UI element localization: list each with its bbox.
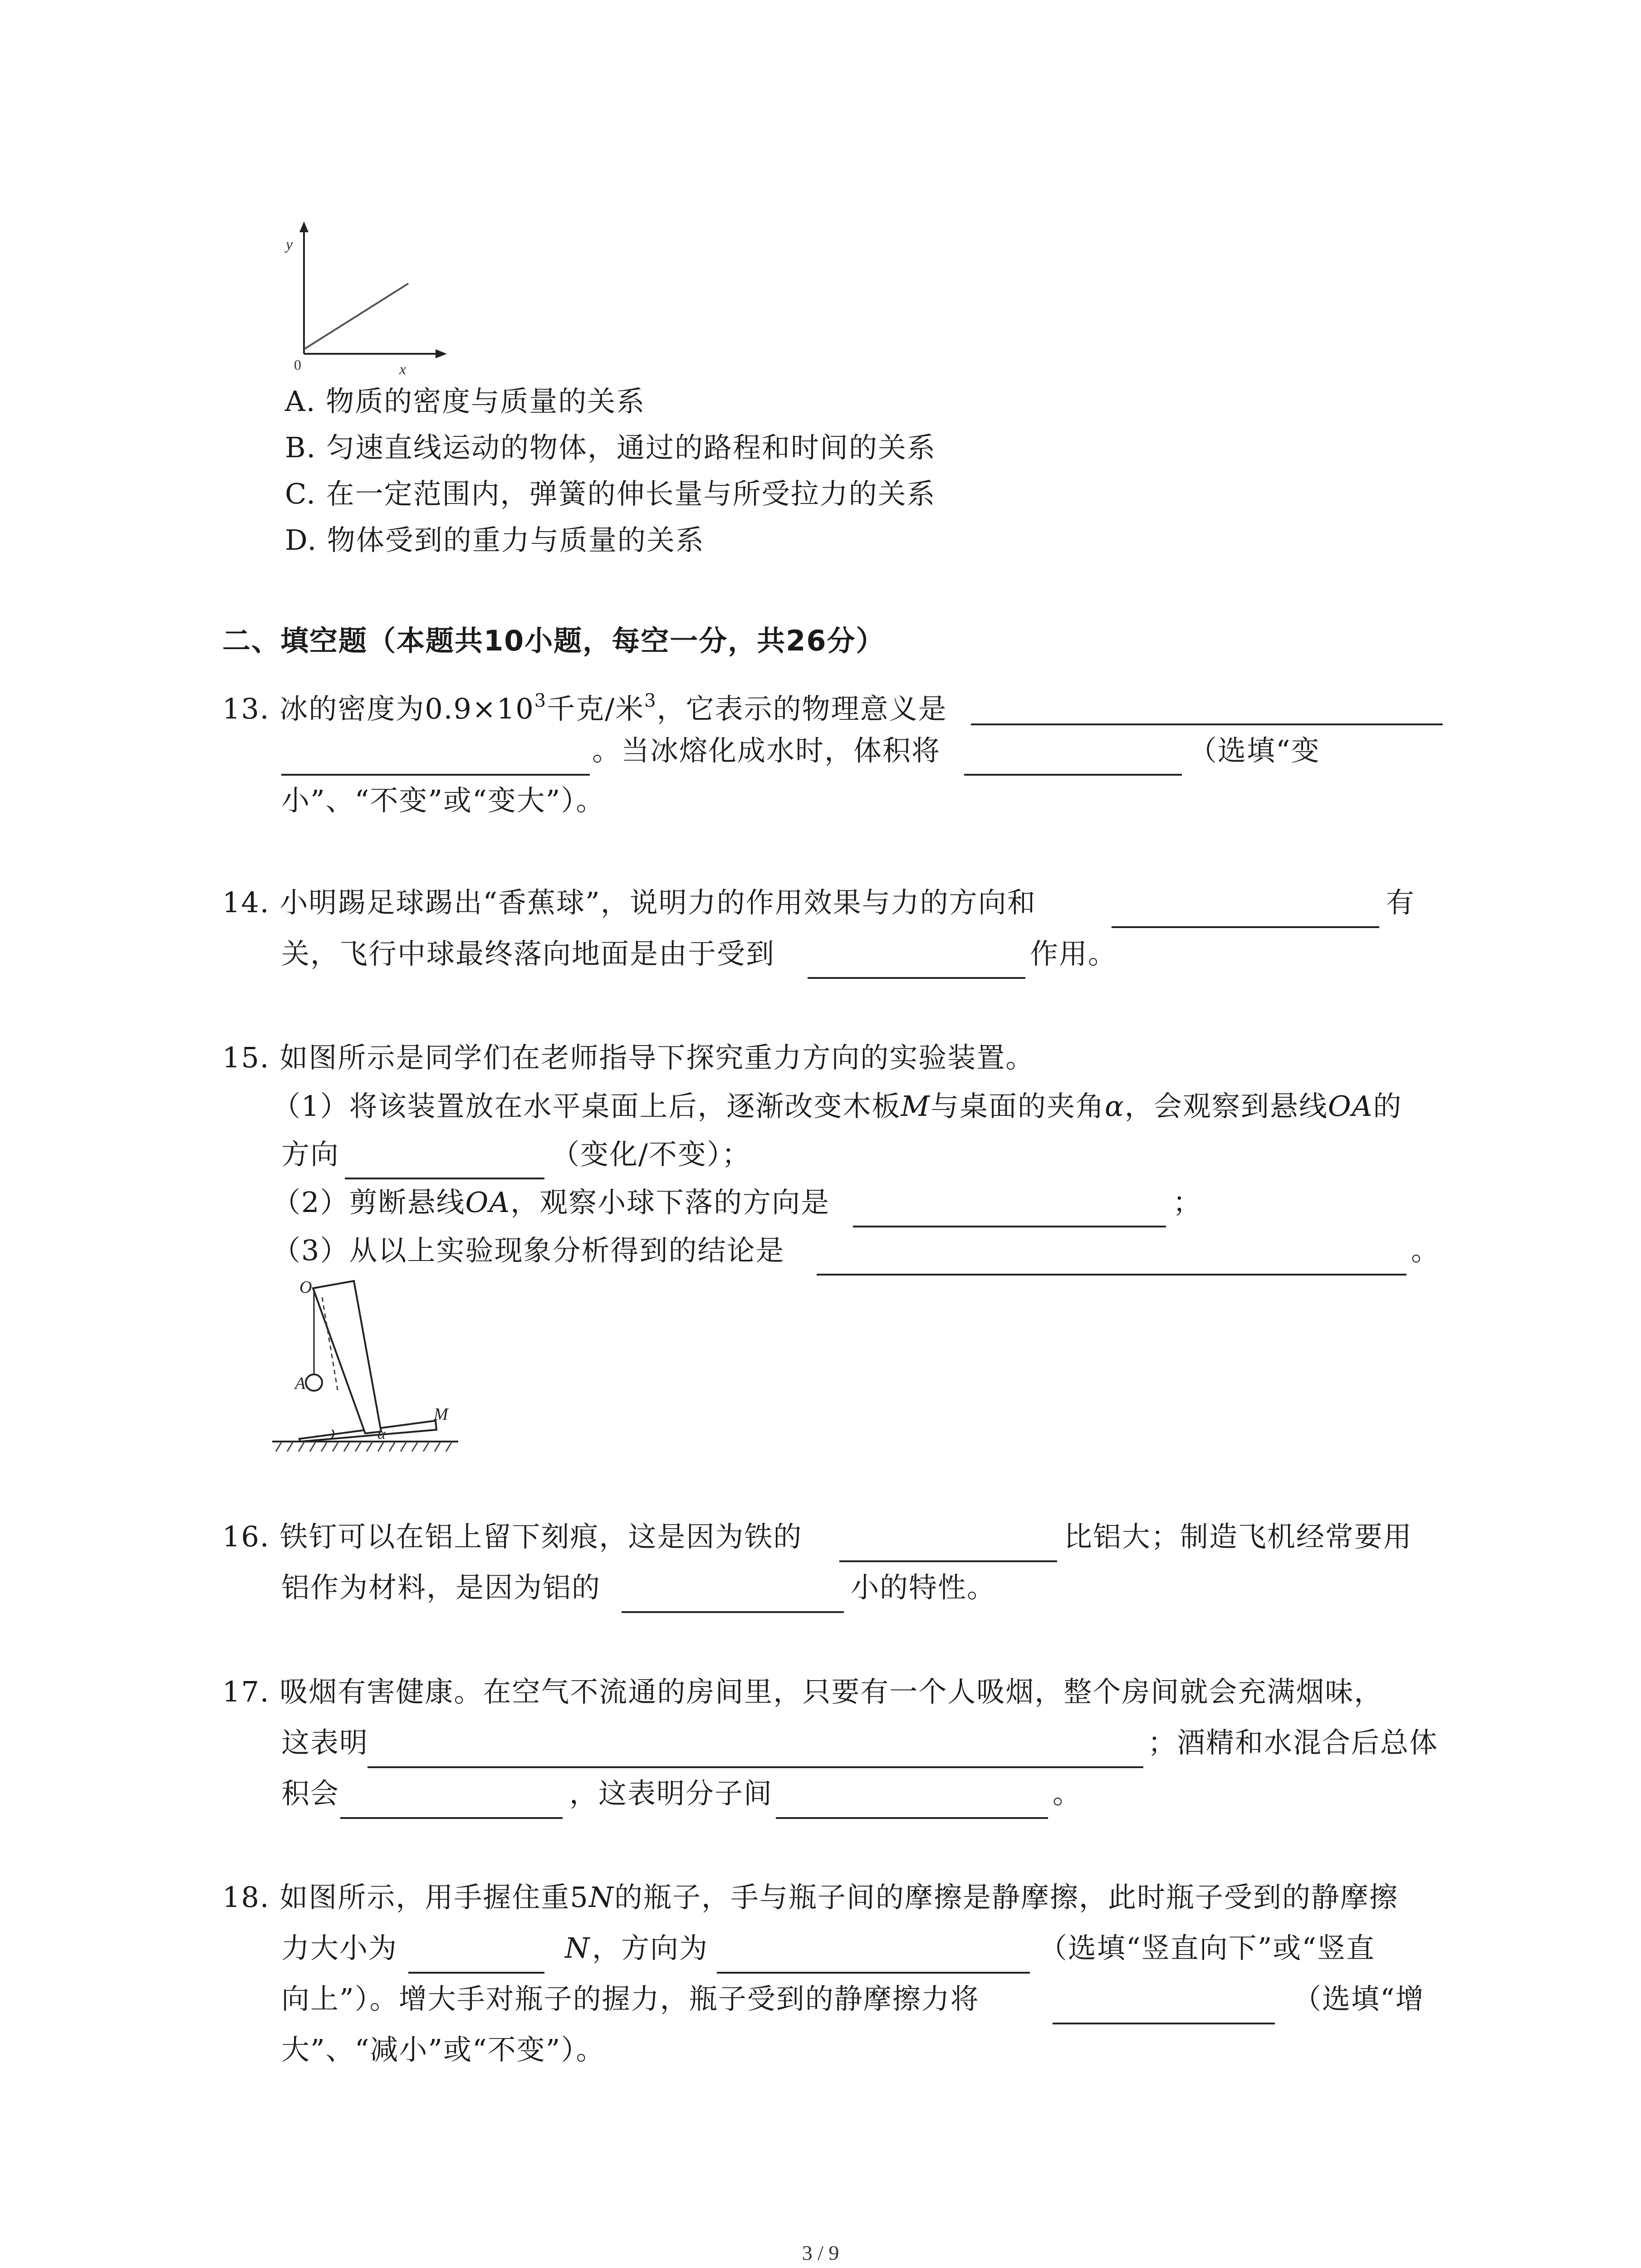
- q17-line-2: 这表明: [281, 1726, 369, 1759]
- q15-number: 15.: [222, 1041, 270, 1074]
- q14-number: 14.: [222, 886, 270, 919]
- q14-line-2-end: 作用。: [1030, 937, 1117, 970]
- ground-hatching: [272, 1442, 458, 1452]
- q15-s1-OA: OA: [1327, 1090, 1373, 1123]
- q18-blank-2[interactable]: [717, 1945, 1030, 1974]
- page-number: 3 / 9: [802, 2241, 839, 2264]
- label-A: A: [295, 1374, 306, 1393]
- q18-line-2-end: （选填“竖直向下”或“竖直: [1039, 1931, 1376, 1965]
- q15-line-1: [222, 1037, 1034, 1078]
- q17-number: 17.: [222, 1675, 270, 1708]
- q17-blank-1[interactable]: [367, 1739, 1143, 1768]
- q14-line-2: 关，飞行中球最终落向地面是由于受到: [281, 937, 775, 970]
- q15-s2-OA: OA: [465, 1186, 511, 1219]
- q14-text-1: 小明踢足球踢出“香蕉球”，说明力的作用效果与力的方向和: [279, 886, 1036, 919]
- q17-text-1: 吸烟有害健康。在空气不流通的房间里，只要有一个人吸烟，整个房间就会充满烟味，: [279, 1675, 1383, 1708]
- x-axis-arrow: [436, 349, 447, 358]
- q15-s1-line-2: 方向: [281, 1138, 340, 1171]
- q18-blank-1[interactable]: [408, 1945, 544, 1974]
- q14-blank-1[interactable]: [1112, 899, 1379, 928]
- x-axis-label: x: [399, 361, 407, 378]
- q15-sub-3: （3）从以上实验现象分析得到的结论是: [272, 1234, 785, 1267]
- q18-number: 18.: [222, 1881, 270, 1914]
- option-b: B. 匀速直线运动的物体，通过的路程和时间的关系: [285, 431, 936, 464]
- q15-s1-M: M: [901, 1090, 931, 1123]
- q15-s2-text-a: （2）剪断悬线: [272, 1186, 465, 1219]
- q13-text-density: 冰的密度为0.9×10: [279, 692, 534, 725]
- q17-line-3: 积会: [281, 1777, 340, 1810]
- q13-text-unit: 千克/米: [547, 692, 645, 725]
- q15-s1-text-b: 与桌面的夹角: [930, 1090, 1105, 1123]
- q15-blank-3[interactable]: [817, 1246, 1406, 1276]
- option-d: D. 物体受到的重力与质量的关系: [285, 523, 705, 557]
- q16-blank-1[interactable]: [839, 1533, 1057, 1562]
- q15-s1-text-c: ，会观察到悬线: [1124, 1090, 1328, 1123]
- q14-blank-2[interactable]: [808, 950, 1025, 979]
- q16-line-1-end: 比铝大；制造飞机经常要用: [1064, 1520, 1413, 1553]
- q15-sub-1: [272, 1086, 1402, 1127]
- small-ball: [306, 1374, 322, 1391]
- q18-line-1: [222, 1877, 1398, 1918]
- q15-s1-text-d: 的: [1373, 1090, 1402, 1123]
- q15-s1-text-a: （1）将该装置放在水平桌面上后，逐渐改变木板: [272, 1090, 901, 1123]
- q17-line-3-mid: ，这表明分子间: [569, 1777, 773, 1810]
- origin-label: 0: [294, 357, 301, 373]
- q15-blank-1[interactable]: [345, 1150, 544, 1179]
- q15-s1-alpha: α: [1104, 1090, 1125, 1123]
- section-heading: 二、填空题（本题共10小题，每空一分，共26分）: [222, 624, 885, 657]
- label-M: M: [434, 1405, 448, 1424]
- q13-blank-1[interactable]: [971, 696, 1443, 725]
- q18-blank-3[interactable]: [1053, 1995, 1275, 2024]
- label-O: O: [299, 1278, 312, 1297]
- q18-line-4: 大”、“减小”或“不变”）。: [281, 2033, 605, 2066]
- y-axis-arrow: [299, 221, 309, 232]
- q17-line-1: [222, 1672, 1383, 1712]
- q13-blank-1-cont[interactable]: [281, 747, 590, 776]
- q13-line-3: 小”、“不变”或“变大”）。: [281, 784, 605, 817]
- q18-line-3-end: （选填“增: [1293, 1982, 1425, 2015]
- q16-line-1: [222, 1516, 802, 1557]
- q16-blank-2[interactable]: [622, 1584, 844, 1613]
- option-c: C. 在一定范围内，弹簧的伸长量与所受拉力的关系: [285, 477, 936, 510]
- y-axis-label: y: [286, 236, 293, 253]
- q16-line-2-end: 小的特性。: [851, 1571, 996, 1604]
- q18-text-1b: 的瓶子，手与瓶子间的摩擦是静摩擦，此时瓶子受到的静摩擦: [614, 1881, 1399, 1914]
- q15-s3-end: 。: [1411, 1234, 1440, 1267]
- q15-s1-line-2-end: （变化/不变）；: [551, 1138, 751, 1171]
- q16-line-2: 铝作为材料，是因为铝的: [281, 1571, 601, 1604]
- q17-blank-2[interactable]: [340, 1790, 563, 1819]
- q14-line-1: [222, 882, 1036, 923]
- q13-sup-1: 3: [534, 690, 547, 711]
- upright-board: [313, 1281, 381, 1433]
- q13-number: 13.: [222, 692, 270, 725]
- q18-line-2: 力大小为: [281, 1931, 398, 1965]
- option-a: A. 物质的密度与质量的关系: [285, 385, 646, 418]
- q16-number: 16.: [222, 1520, 270, 1553]
- q13-sup-2: 3: [644, 690, 657, 711]
- q16-text-1: 铁钉可以在铝上留下刻痕，这是因为铁的: [279, 1520, 803, 1553]
- q15-intro: 如图所示是同学们在老师指导下探究重力方向的实验装置。: [279, 1041, 1035, 1074]
- q13-text-meaning: ，它表示的物理意义是: [656, 692, 947, 725]
- q18-line-3: 向上”）。增大手对瓶子的握力，瓶子受到的静摩擦力将: [281, 1982, 980, 2015]
- graph-line: [304, 284, 408, 349]
- q13-line-2-end: （选填“变: [1189, 734, 1320, 767]
- q13-blank-2[interactable]: [964, 747, 1182, 776]
- q15-s2-end: ；: [1173, 1186, 1202, 1219]
- gravity-direction-apparatus-figure: [272, 1270, 463, 1470]
- q13-line-2: 。当冰熔化成水时，体积将: [592, 734, 941, 767]
- q15-s2-text-b: ，观察小球下落的方向是: [510, 1186, 830, 1219]
- q18-text-1a: 如图所示，用手握住重5: [279, 1881, 589, 1914]
- q18-unit-N: N: [565, 1931, 591, 1965]
- label-alpha: α: [377, 1426, 386, 1442]
- q18-text-N: N: [588, 1881, 615, 1914]
- q13-line-1: [222, 680, 947, 729]
- q17-line-3-end: 。: [1053, 1777, 1082, 1810]
- q17-blank-3[interactable]: [776, 1790, 1048, 1819]
- q18-line-2-mid: ，方向为: [592, 1931, 709, 1965]
- line-graph-figure: [268, 218, 458, 381]
- q15-sub-2: [272, 1182, 830, 1223]
- q17-line-2-end: ；酒精和水混合后总体: [1148, 1726, 1439, 1759]
- q14-line-1-end: 有: [1386, 886, 1416, 919]
- q15-blank-2[interactable]: [853, 1198, 1166, 1227]
